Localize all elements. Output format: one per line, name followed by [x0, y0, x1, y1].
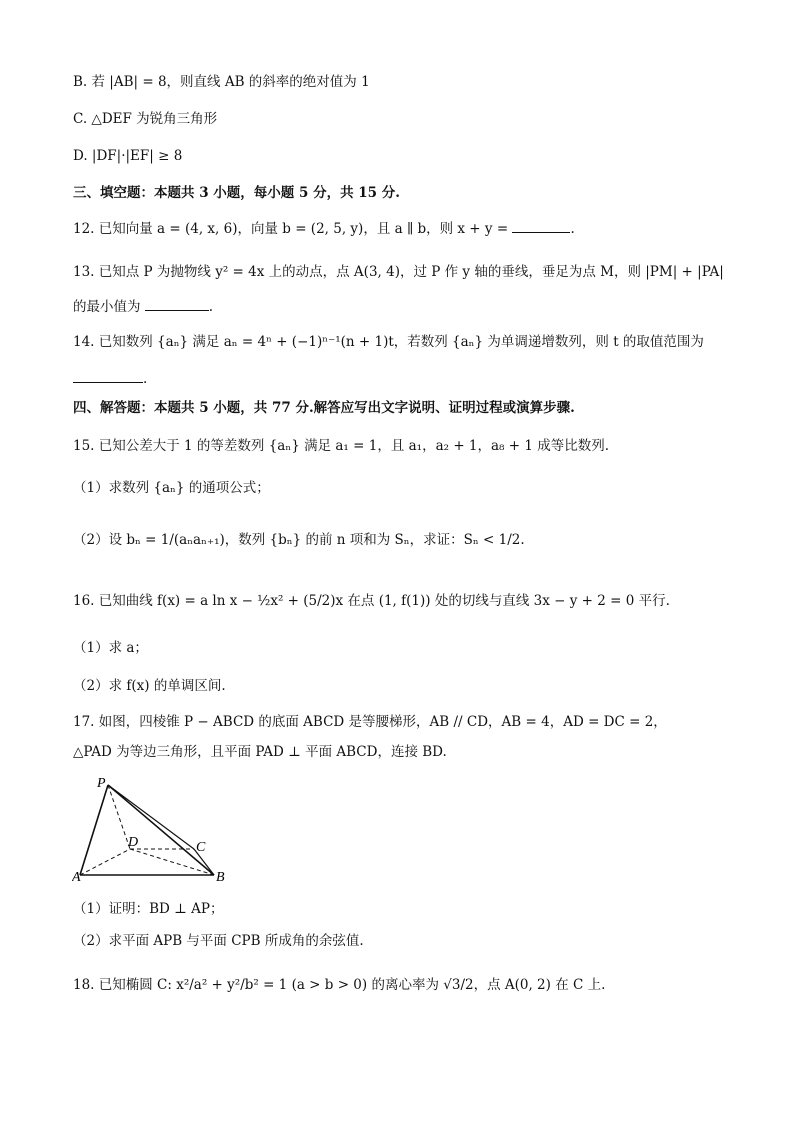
question-13-text: 的最小值为 — [73, 299, 141, 315]
question-17-line1: 17. 如图，四棱锥 P − ABCD 的底面 ABCD 是等腰梯形，AB // CD，AB = 4，AD = DC = 2， — [73, 714, 667, 730]
section-4-heading: 四、解答题：本题共 5 小题，共 77 分.解答应写出文字说明、证明过程或演算步骤. — [73, 400, 575, 416]
question-16: 16. 已知曲线 f(x) = a ln x − ½x² + (5/2)x 在点 (1, f(1)) 处的切线与直线 3x − y + 2 = 0 平行. — [73, 593, 670, 609]
question-18: 18. 已知椭圆 C: x²/a² + y²/b² = 1 (a > b > 0) 的离心率为 √3/2，点 A(0, 2) 在 C 上. — [73, 977, 606, 993]
answer-blank[interactable] — [73, 368, 143, 383]
answer-blank[interactable] — [145, 296, 209, 311]
pyramid-figure — [72, 775, 242, 887]
question-13-line2: 的最小值为 . — [73, 296, 213, 317]
label-B: B — [216, 870, 225, 885]
question-12-text: 12. 已知向量 a = (4, x, 6)，向量 b = (2, 5, y)，且 a ∥ b，则 x + y = — [73, 221, 509, 237]
question-15-part1: （1）求数列 {aₙ} 的通项公式； — [73, 480, 270, 496]
answer-blank[interactable] — [512, 218, 570, 233]
question-16-part2: （2）求 f(x) 的单调区间. — [73, 678, 226, 694]
edge-PC — [108, 785, 194, 849]
question-13-line1: 13. 已知点 P 为抛物线 y² = 4x 上的动点，点 A(3, 4)，过 P 作 y 轴的垂线，垂足为点 M，则 |PM| + |PA| — [73, 264, 724, 280]
option-c: C. △DEF 为锐角三角形 — [73, 111, 218, 127]
label-C: C — [196, 840, 206, 855]
label-A: A — [72, 870, 81, 885]
question-17-line2: △PAD 为等边三角形，且平面 PAD ⊥ 平面 ABCD，连接 BD. — [73, 744, 447, 760]
question-17-part2: （2）求平面 APB 与平面 CPB 所成角的余弦值. — [73, 933, 364, 949]
question-17-part1: （1）证明：BD ⊥ AP； — [73, 901, 224, 917]
edge-PA — [80, 785, 108, 875]
question-14: 14. 已知数列 {aₙ} 满足 aₙ = 4ⁿ + (−1)ⁿ⁻¹(n + 1)t，若数列 {aₙ} 为单调递增数列，则 t 的取值范围为 — [73, 334, 704, 350]
label-D: D — [128, 835, 139, 850]
option-b: B. 若 |AB| = 8，则直线 AB 的斜率的绝对值为 1 — [73, 74, 370, 90]
option-d: D. |DF|·|EF| ≥ 8 — [73, 148, 183, 164]
section-3-heading: 三、填空题：本题共 3 小题，每小题 5 分，共 15 分. — [73, 185, 400, 201]
question-12: 12. 已知向量 a = (4, x, 6)，向量 b = (2, 5, y)，且 a ∥ b，则 x + y = . — [73, 218, 575, 239]
question-16-part1: （1）求 a； — [73, 640, 148, 656]
label-P: P — [97, 776, 106, 791]
question-14-line2: . — [73, 368, 147, 389]
question-15: 15. 已知公差大于 1 的等差数列 {aₙ} 满足 a₁ = 1，且 a₁，a₂ + 1，a₈ + 1 成等比数列. — [73, 438, 610, 454]
edge-PB — [108, 785, 214, 875]
question-15-part2: （2）设 bₙ = 1/(aₙaₙ₊₁)，数列 {bₙ} 的前 n 项和为 Sₙ，求证：Sₙ < 1/2. — [73, 532, 525, 548]
